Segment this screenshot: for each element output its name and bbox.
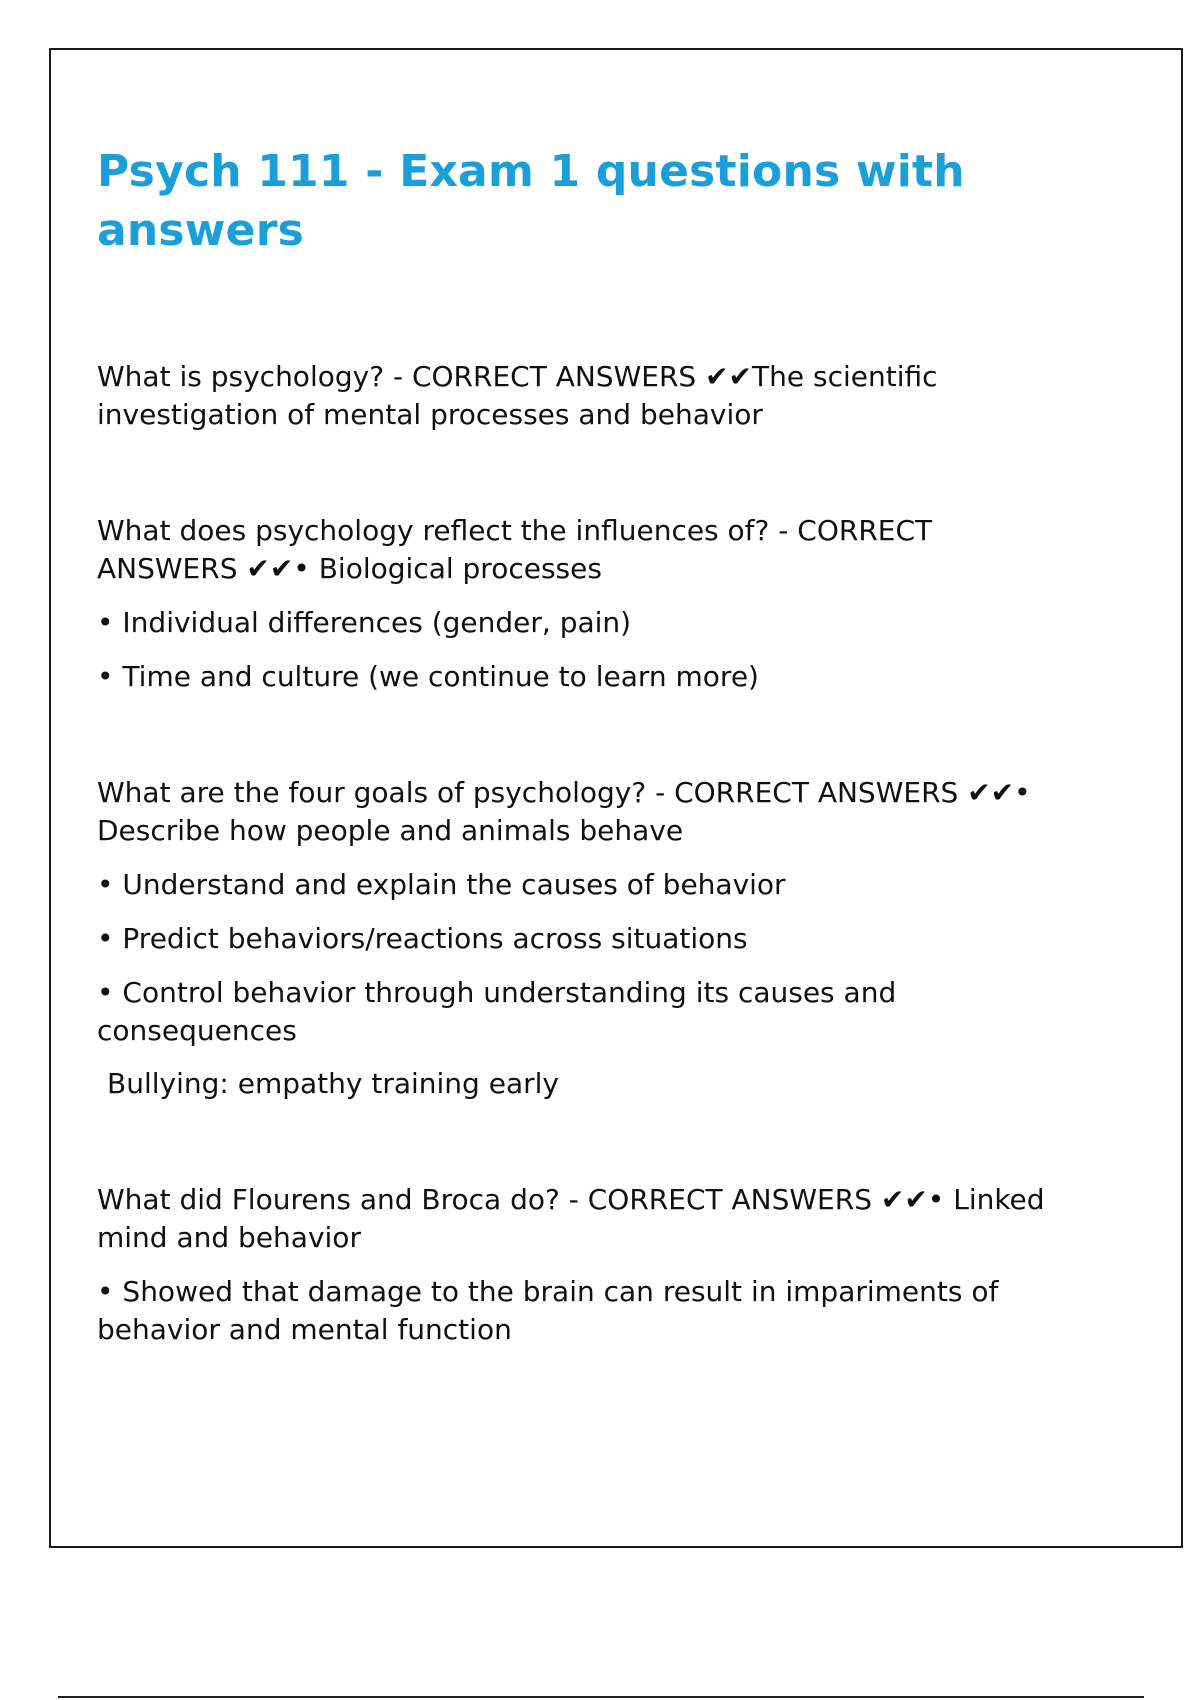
qa-question-answer: What is psychology? - CORRECT ANSWERS ✔✔The scientific investigation of mental processes and behavior	[97, 360, 938, 431]
answer-bullet: • Showed that damage to the brain can result in impariments of behavior and mental function	[97, 1275, 999, 1346]
qa-question-answer: What did Flourens and Broca do? - CORRECT ANSWERS ✔✔• Linked mind and behavior	[97, 1183, 1045, 1254]
answer-bullet: • Individual differences (gender, pain)	[97, 606, 632, 639]
qa-item-what-is-psychology	[97, 358, 1077, 434]
qa-item-four-goals	[97, 774, 1077, 1103]
qa-item-flourens-broca	[97, 1181, 1077, 1349]
document-title: Psych 111 - Exam 1 questions with answers	[97, 146, 965, 256]
qa-question-answer: What does psychology reflect the influences of? - CORRECT ANSWERS ✔✔• Biological processes	[97, 514, 933, 585]
answer-bullet: • Understand and explain the causes of behavior	[97, 868, 786, 901]
qa-item-influences	[97, 512, 1077, 696]
answer-note: Bullying: empathy training early	[107, 1067, 559, 1100]
qa-question-answer: What are the four goals of psychology? - CORRECT ANSWERS ✔✔• Describe how people and animals behave	[97, 776, 1031, 847]
answer-bullet: • Time and culture (we continue to learn more)	[97, 660, 759, 693]
answer-bullet: • Predict behaviors/reactions across situations	[97, 922, 748, 955]
footer-divider	[58, 1696, 1144, 1698]
answer-bullet: • Control behavior through understanding its causes and consequences	[97, 976, 897, 1047]
document-content	[97, 92, 1077, 1349]
